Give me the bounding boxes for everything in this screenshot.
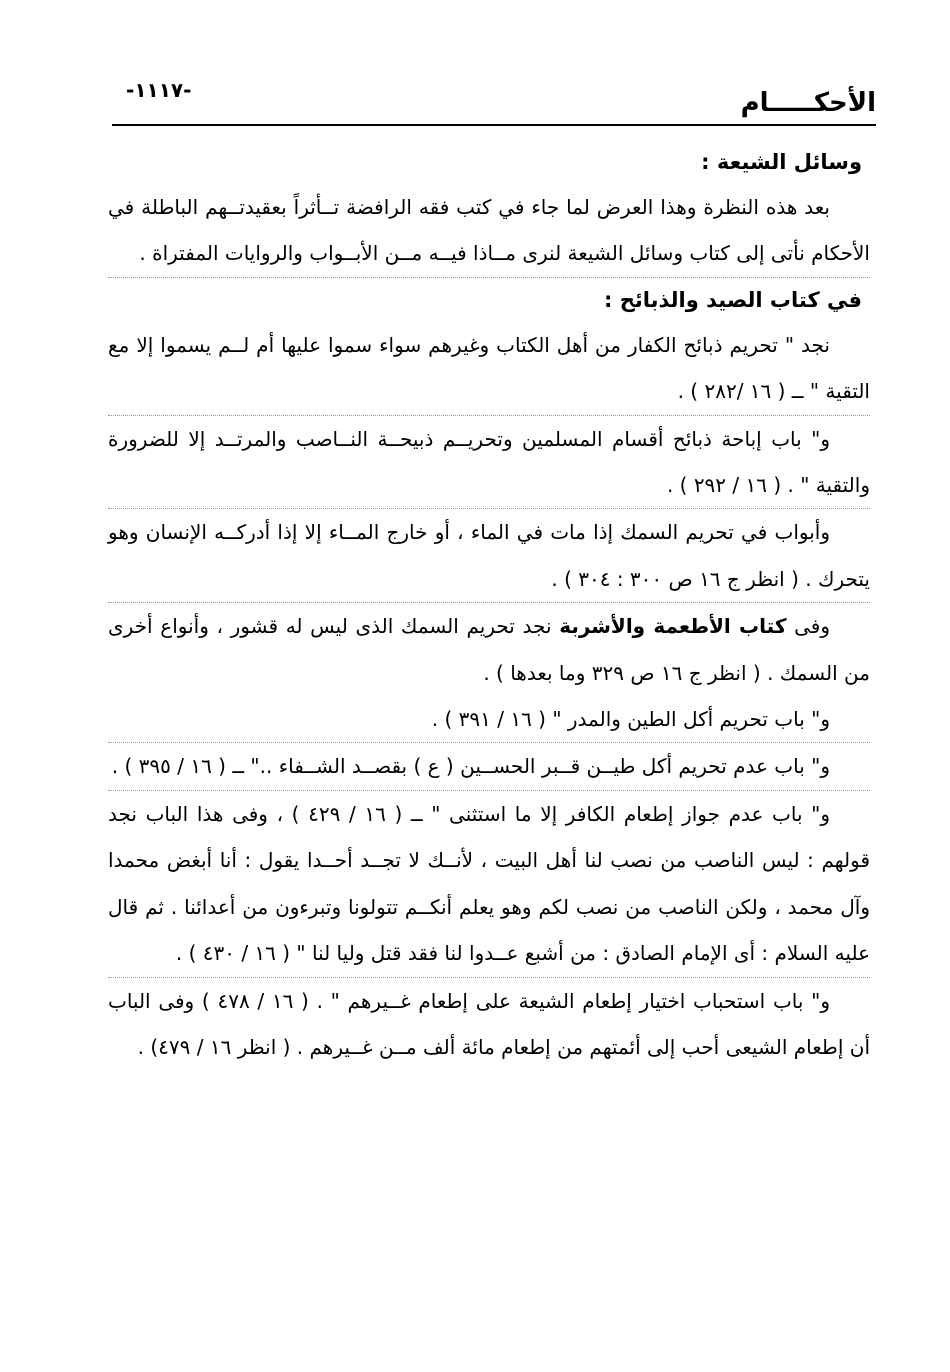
section-heading-wasail: وسائل الشيعة : [701,150,862,174]
paragraph-slaughter-kuffar: نجد " تحريم ذبائح الكفار من أهل الكتاب وغيرهم سواء سموا عليها أم لــم يسموا إلا مع التقية " ــ ( ١٦ /٢٨٢ ) . [108,332,870,404]
paragraph-foods [108,603,870,696]
paragraph-intro: بعد هذه النظرة وهذا العرض لما جاء في كتب فقه الرافضة تــأثراً بعقيدتــهم الباطلة في الأحكام نأتى إلى كتاب وسائل الشيعة لنرى مــاذا فيــه مــن الأبــواب والروايات المفتراة . [108,195,870,266]
page-number: -١١١٧- [126,78,192,102]
paragraph-clay: و" باب تحريم أكل الطين والمدر " ( ١٦ / ٣٩١ ) . [431,707,830,732]
header-rule [112,124,876,126]
inline-heading-foods: كتاب الأطعمة والأشربة [559,614,787,639]
page-header [112,78,876,122]
paragraph-feeding-kafir: و" باب عدم جواز إطعام الكافر إلا ما استثنى " ــ ( ١٦ / ٤٢٩ ) ، وفى هذا الباب نجد قولهم : ليس الناصب من نصب لنا أهل البيت ، لأنــك لا تجــد أحــدا يقول : أنا أبغض محمدا وآل محمد ، ولكن الناصب من نصب لكم وهو يعلم أنكــم تتولونا وتبرءون من أعدائنا . ثم قال عليه السلام : أى الإمام الصادق : من أشبع عــدوا لنا فقد قتل وليا لنا " ( ١٦ / ٤٣٠ ) . [108,801,870,966]
paragraph-foods-prefix: وفى [794,614,831,639]
paragraph-fish-death: وأبواب في تحريم السمك إذا مات في الماء ، أو خارج المــاء إلا إذا أدركــه الإنسان وهو يتحرك . ( انظر ج ١٦ ص ٣٠٠ : ٣٠٤ ) . [108,520,870,591]
paragraph-slaughter-muslims: و" باب إباحة ذبائح أقسام المسلمين وتحريــم ذبيحــة النــاصب والمرتــد إلا للضرورة والتقية " . ( ١٦ / ٢٩٢ ) . [108,426,870,498]
paragraph-feeding-shia: و" باب استحباب اختيار إطعام الشيعة على إطعام غــيرهم " . ( ١٦ / ٤٧٨ ) وفى الباب أن إطعام الشيعى أحب إلى أئمتهم من إطعام مائة ألف مــن غــيرهم . ( انظر ١٦ / ٤٧٩) . [108,988,870,1059]
chapter-title: الأحكـــــام [740,88,876,118]
section-heading-hunting: في كتاب الصيد والذبائح : [604,287,862,312]
page-body [108,140,870,1070]
paragraph-husayn-clay: و" باب عدم تحريم أكل طيــن قــبر الحســين ( ع ) بقصــد الشــفاء .." ــ ( ١٦ / ٣٩٥ ) . [111,754,830,779]
paragraph-foods-rest: نجد تحريم السمك الذى ليس له قشور ، وأنواع أخرى من السمك . ( انظر ج ١٦ ص ٣٢٩ وما بعدها ) . [108,614,870,685]
